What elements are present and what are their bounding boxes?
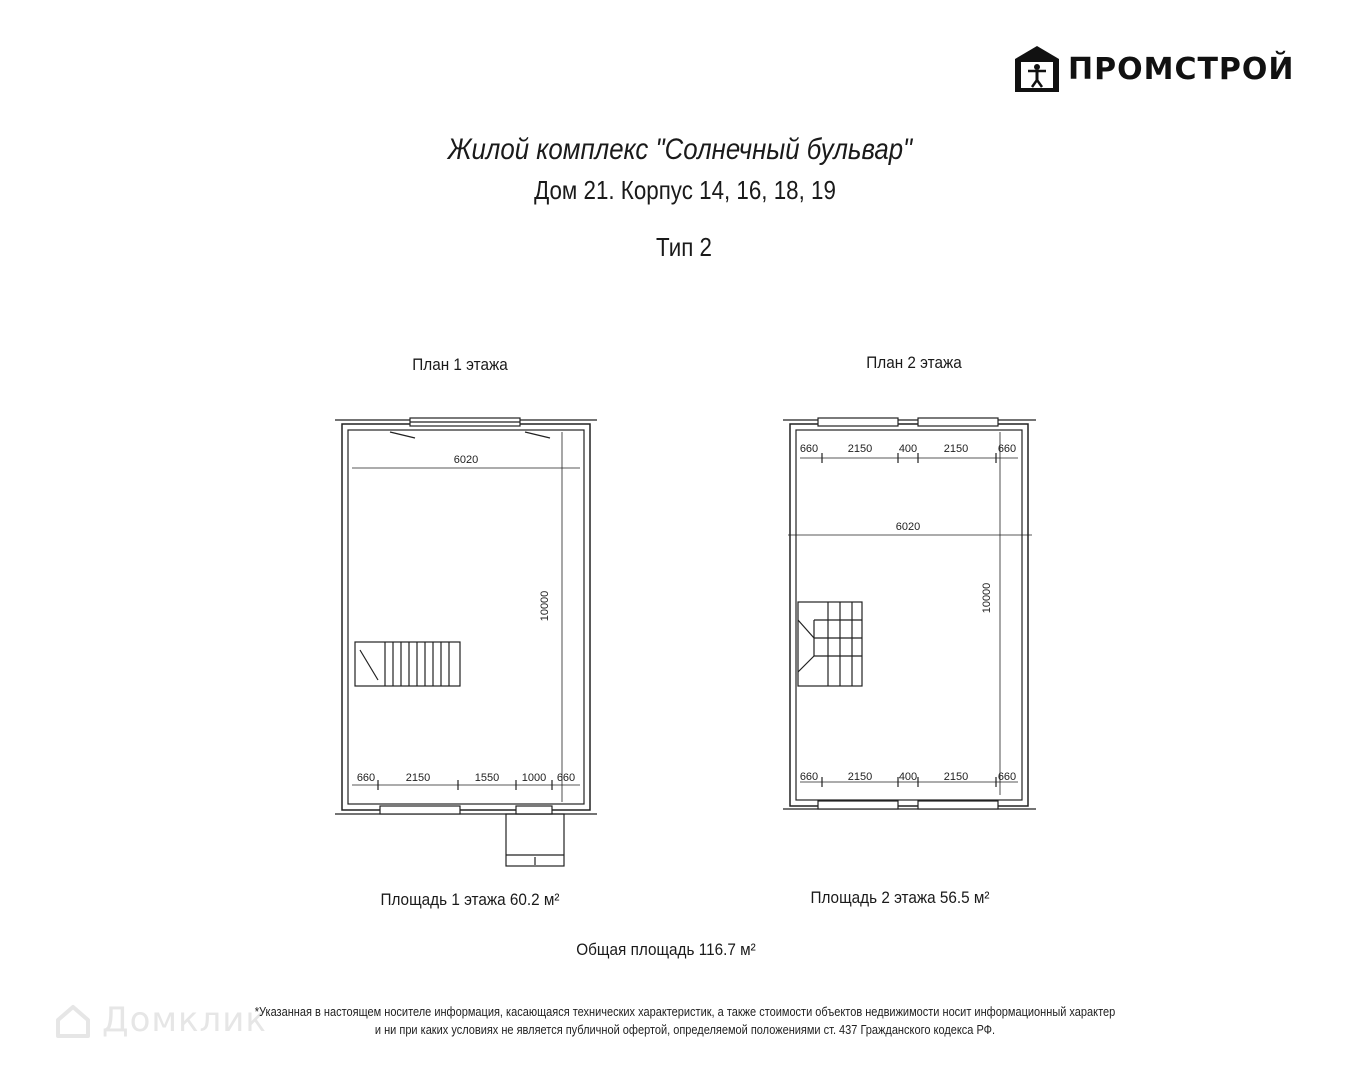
plan1-bottom-dim: 2150: [405, 772, 431, 784]
plan1-area: Площадь 1 этажа 60.2 м²: [380, 890, 560, 909]
plan2-bottom-dim: 660: [997, 771, 1017, 783]
watermark-text: Домклик: [102, 1000, 267, 1040]
plan2-label: План 2 этажа: [866, 353, 962, 372]
plan2-bottom-dim: 2150: [847, 771, 873, 783]
plan2-top-dim: 660: [997, 443, 1017, 455]
complex-title: Жилой комплекс "Солнечный бульвар": [447, 133, 913, 166]
company-logo: [1012, 44, 1295, 96]
plan2-top-dim: 400: [898, 443, 918, 455]
apartment-type: Тип 2: [656, 232, 712, 262]
disclaimer-line1: *Указанная в настоящем носителе информация, касающаяся технических характеристик, а также стоимости объектов недвижимости носит информационный характер: [254, 1005, 1116, 1019]
plan2-top-dim: 2150: [847, 443, 873, 455]
floor-plan-1: [330, 410, 610, 880]
plan1-bottom-dim: 1000: [521, 772, 547, 784]
plan1-bottom-dim: 660: [356, 772, 376, 784]
plan1-bottom-dim: 660: [556, 772, 576, 784]
plan2-bottom-dim: 660: [799, 771, 819, 783]
plan2-bottom-dim: 2150: [943, 771, 969, 783]
plan2-width-dim: 6020: [895, 521, 921, 533]
plan1-label: План 1 этажа: [412, 355, 508, 374]
plan2-top-dim: 2150: [943, 443, 969, 455]
building-person-icon: [1012, 44, 1062, 94]
plan2-bottom-dim: 400: [898, 771, 918, 783]
plan1-width-dim: 6020: [453, 454, 479, 466]
logo-text: ПРОМСТРОЙ: [1068, 52, 1295, 87]
disclaimer-line2: и ни при каких условиях не является публичной офертой, определяемой положениями ст. 437 Гражданского кодекса РФ.: [374, 1023, 996, 1037]
plan2-length-dim: 10000: [981, 582, 993, 614]
plan2-top-dim: 660: [799, 443, 819, 455]
house-icon: [52, 1000, 94, 1042]
building-subtitle: Дом 21. Корпус 14, 16, 18, 19: [534, 175, 836, 205]
plan1-bottom-dim: 1550: [474, 772, 500, 784]
total-area: Общая площадь 116.7 м²: [576, 940, 756, 959]
floor-plan-2: [778, 410, 1048, 810]
plan2-area: Площадь 2 этажа 56.5 м²: [810, 888, 990, 907]
plan1-length-dim: 10000: [539, 590, 551, 622]
